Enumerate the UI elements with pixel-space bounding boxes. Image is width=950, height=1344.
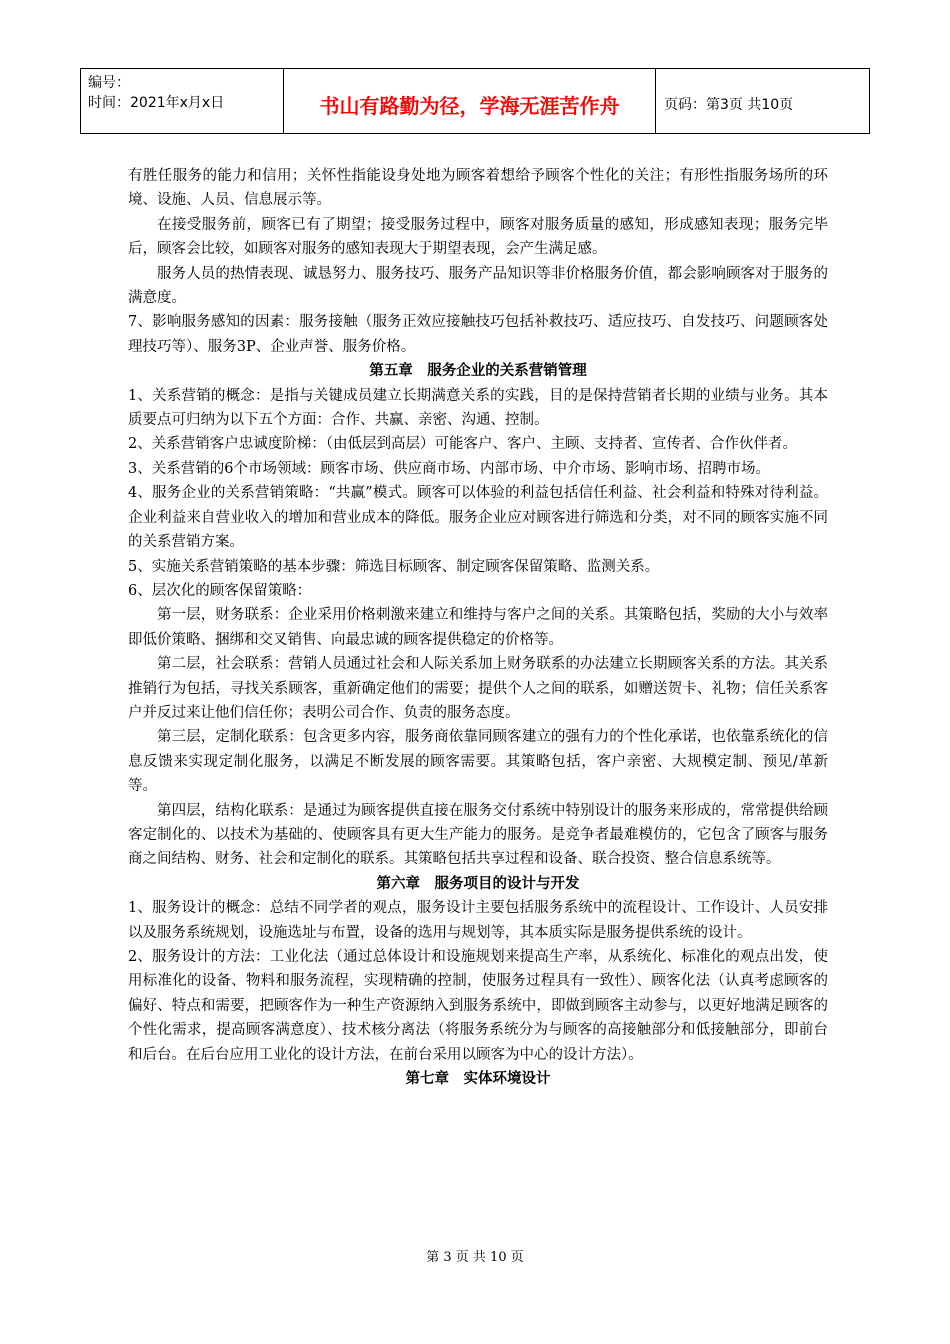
paragraph: 3、关系营销的6个市场领域：顾客市场、供应商市场、内部市场、中介市场、影响市场、招聘市场。 bbox=[128, 460, 770, 477]
paragraph: 有胜任服务的能力和信用；关怀性指能设身处地为顾客着想给予顾客个性化的关注；有形性指服务场所的环境、设施、人员、信息展示等。 bbox=[128, 168, 828, 209]
doc-code-label: 编号： bbox=[88, 75, 130, 91]
paragraph: 2、关系营销客户忠诚度阶梯：（由低层到高层）可能客户、客户、主顾、支持者、宣传者、合作伙伴者。 bbox=[128, 436, 797, 453]
paragraph: 第二层，社会联系：营销人员通过社会和人际关系加上财务联系的办法建立长期顾客关系的方法。其关系推销行为包括，寻找关系顾客，重新确定他们的需要；提供个人之间的联系，如赠送贺卡、礼物；信任关系客户并反过来让他们信任你；表明公司合作、负责的服务态度。 bbox=[128, 656, 828, 721]
paragraph: 4、服务企业的关系营销策略：“共赢”模式。顾客可以体验的利益包括信任利益、社会利益和特殊对待利益。企业利益来自营业收入的增加和营业成本的降低。服务企业应对顾客进行筛选和分类，对不同的顾客实施不同的关系营销方案。 bbox=[128, 485, 828, 551]
chapter-heading: 第七章 实体环境设计 bbox=[405, 1070, 551, 1088]
chapter-heading: 第六章 服务项目的设计与开发 bbox=[376, 874, 580, 892]
chapter-heading: 第五章 服务企业的关系营销管理 bbox=[369, 362, 587, 380]
page-header bbox=[80, 68, 870, 134]
paragraph: 第四层，结构化联系：是通过为顾客提供直接在服务交付系统中特别设计的服务来形成的，常常提供给顾客定制化的、以技术为基础的、使顾客具有更大生产能力的服务。是竞争者最难模仿的，它包含了顾客与服务商之间结构、财务、社会和定制化的联系。其策略包括共享过程和设备、联合投资、整合信息系统等。 bbox=[128, 802, 828, 868]
paragraph: 在接受服务前，顾客已有了期望；接受服务过程中，顾客对服务质量的感知，形成感知表现；服务完毕后，顾客会比较，如顾客对服务的感知表现大于期望表现，会产生满足感。 bbox=[128, 216, 828, 258]
paragraph: 7、影响服务感知的因素：服务接触（服务正效应接触技巧包括补救技巧、适应技巧、自发技巧、问题顾客处理技巧等）、服务3P、企业声誉、服务价格。 bbox=[128, 314, 828, 355]
paragraph: 5、实施关系营销策略的基本步骤：筛选目标顾客、制定顾客保留策略、监测关系。 bbox=[128, 558, 660, 575]
document-body bbox=[128, 164, 828, 1091]
paragraph: 第三层，定制化联系：包含更多内容，服务商依靠同顾客建立的强有力的个性化承诺，也依靠系统化的信息反馈来实现定制化服务，以满足不断发展的顾客需要。其策略包括，客户亲密、大规模定制、预见/革新等。 bbox=[128, 729, 828, 795]
paragraph: 1、关系营销的概念：是指与关键成员建立长期满意关系的实践，目的是保持营销者长期的业绩与业务。其本质要点可归纳为以下五个方面：合作、共赢、亲密、沟通、控制。 bbox=[128, 387, 828, 429]
header-page-info: 页码：第3页 共10页 bbox=[664, 97, 794, 113]
paragraph: 2、服务设计的方法：工业化法（通过总体设计和设施规划来提高生产率，从系统化、标准化的观点出发，使用标准化的设备、物料和服务流程，实现精确的控制，使服务过程具有一致性）、顾客化法（认真考虑顾客的偏好、特点和需要，把顾客作为一种生产资源纳入到服务系统中，即做到顾客主动参与，以更好地满足顾客的个性化需求，提高顾客满意度）、技术核分离法（将服务系统分为与顾客的高接触部分和低接触部分，即前台和后台。在后台应用工业化的设计方法，在前台采用以顾客为中心的设计方法）。 bbox=[128, 949, 828, 1063]
header-meta bbox=[81, 69, 284, 133]
header-motto: 书山有路勤为径，学海无涯苦作舟 bbox=[284, 69, 656, 133]
paragraph: 第一层，财务联系：企业采用价格刺激来建立和维持与客户之间的关系。其策略包括，奖励的大小与效率即低价策略、捆绑和交叉销售、向最忠诚的顾客提供稳定的价格等。 bbox=[128, 607, 828, 648]
doc-date-label: 时间：2021年x月x日 bbox=[88, 95, 225, 111]
paragraph: 服务人员的热情表现、诚恳努力、服务技巧、服务产品知识等非价格服务价值，都会影响顾客对于服务的满意度。 bbox=[128, 265, 828, 307]
paragraph: 6、层次化的顾客保留策略： bbox=[128, 582, 312, 599]
paragraph: 1、服务设计的概念：总结不同学者的观点，服务设计主要包括服务系统中的流程设计、工作设计、人员安排以及服务系统规划，设施选址与布置，设备的选用与规划等，其本质实际是服务提供系统的设计。 bbox=[128, 900, 828, 941]
page-footer: 第 3 页 共 10 页 bbox=[426, 1250, 524, 1265]
